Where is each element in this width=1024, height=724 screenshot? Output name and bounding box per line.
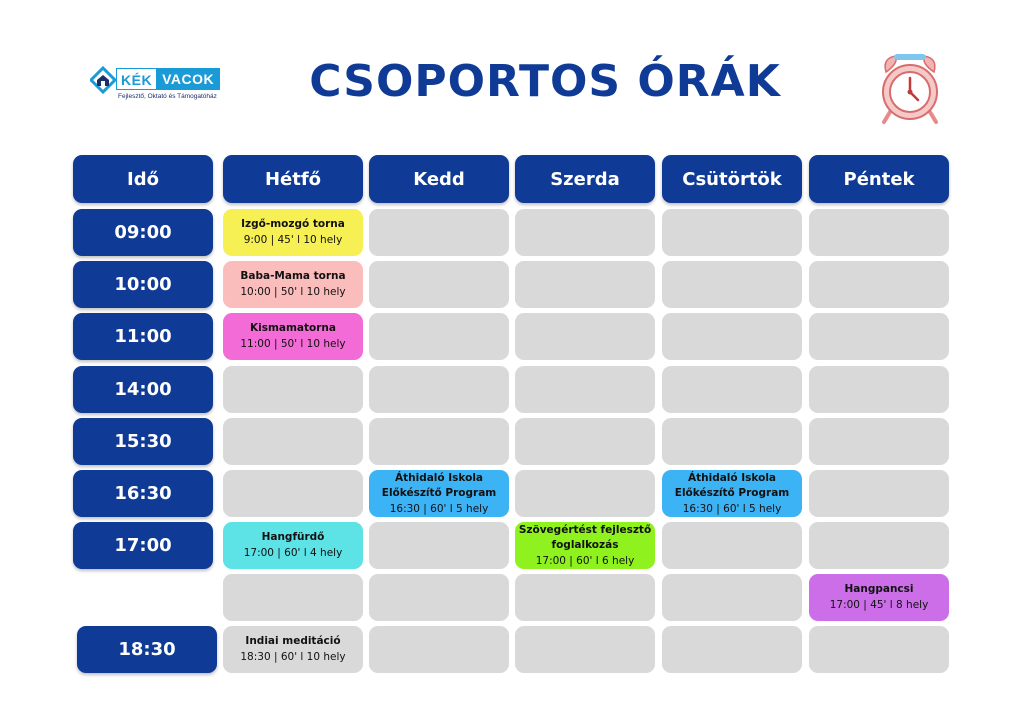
empty-slot [662,522,802,569]
empty-slot [662,418,802,465]
time-label: 14:00 [73,366,213,413]
time-label: 15:30 [73,418,213,465]
empty-slot [515,626,655,673]
empty-slot [515,313,655,360]
event-card[interactable] [223,313,363,360]
event-info: 16:30 | 60' l 5 hely [682,502,782,515]
empty-slot [369,522,509,569]
empty-slot [369,574,509,621]
empty-slot [809,470,949,517]
time-label: 18:30 [77,626,217,673]
event-info: 9:00 | 45' l 10 hely [243,234,343,246]
logo-subtitle: Fejlesztő, Oktató és Támogatóház [118,93,217,100]
event-card[interactable] [223,261,363,308]
empty-slot [662,366,802,413]
event-info: 11:00 | 50' l 10 hely [240,338,346,350]
empty-slot [223,470,363,517]
time-label: 17:00 [73,522,213,569]
header-time: Idő [73,155,213,203]
event-info: 10:00 | 50' l 10 hely [240,286,346,298]
empty-slot [223,418,363,465]
event-name: Áthidaló Iskola Előkészítő Program [381,471,497,499]
event-name: Izgő-mozgó torna [241,218,345,230]
empty-slot [515,366,655,413]
header-day-monday: Hétfő [223,155,363,203]
event-card[interactable] [809,574,949,621]
header-day-wednesday: Szerda [515,155,655,203]
event-info: 17:00 | 60' l 4 hely [243,547,343,559]
event-info: 16:30 | 60' l 5 hely [389,502,489,515]
empty-slot [369,313,509,360]
event-card[interactable] [662,470,802,517]
empty-slot [809,366,949,413]
event-card[interactable] [223,522,363,569]
event-card[interactable] [223,209,363,256]
header-day-friday: Péntek [809,155,949,203]
empty-slot [515,209,655,256]
logo [90,66,225,106]
event-info: 17:00 | 60' l 6 hely [535,554,635,567]
event-name: Indiai meditáció [245,635,341,647]
empty-slot [809,626,949,673]
event-card[interactable] [369,470,509,517]
event-name: Szövegértést fejlesztő foglalkozás [518,523,652,551]
empty-slot [662,313,802,360]
time-label: 11:00 [73,313,213,360]
empty-slot [809,261,949,308]
page-title: CSOPORTOS ÓRÁK [309,56,781,107]
event-name: Hangpancsi [844,583,914,595]
time-label: 10:00 [73,261,213,308]
empty-slot [369,209,509,256]
empty-slot [369,261,509,308]
event-card[interactable] [515,522,655,569]
empty-slot [369,626,509,673]
empty-slot [809,209,949,256]
empty-slot [515,470,655,517]
event-info: 17:00 | 45' l 8 hely [829,599,929,611]
empty-slot [515,418,655,465]
alarm-clock-icon [872,50,948,126]
logo-word-kek: KÉK [116,68,157,90]
event-name: Baba-Mama torna [240,270,346,282]
time-label: 09:00 [73,209,213,256]
empty-slot [809,522,949,569]
event-name: Hangfürdő [261,531,325,543]
time-label: 16:30 [73,470,213,517]
empty-slot [809,418,949,465]
empty-slot [223,574,363,621]
empty-slot [662,574,802,621]
empty-slot [223,366,363,413]
empty-slot [662,209,802,256]
empty-slot [662,261,802,308]
empty-slot [369,418,509,465]
empty-slot [662,626,802,673]
event-name: Kismamatorna [249,322,336,334]
logo-word-vacok: VACOK [157,68,220,90]
event-card[interactable] [223,626,363,673]
header-day-tuesday: Kedd [369,155,509,203]
event-name: Áthidaló Iskola Előkészítő Program [674,471,790,499]
event-info: 18:30 | 60' l 10 hely [240,651,346,663]
empty-slot [809,313,949,360]
empty-slot [369,366,509,413]
house-icon [90,66,116,94]
empty-slot [515,261,655,308]
header-day-thursday: Csütörtök [662,155,802,203]
empty-slot [515,574,655,621]
